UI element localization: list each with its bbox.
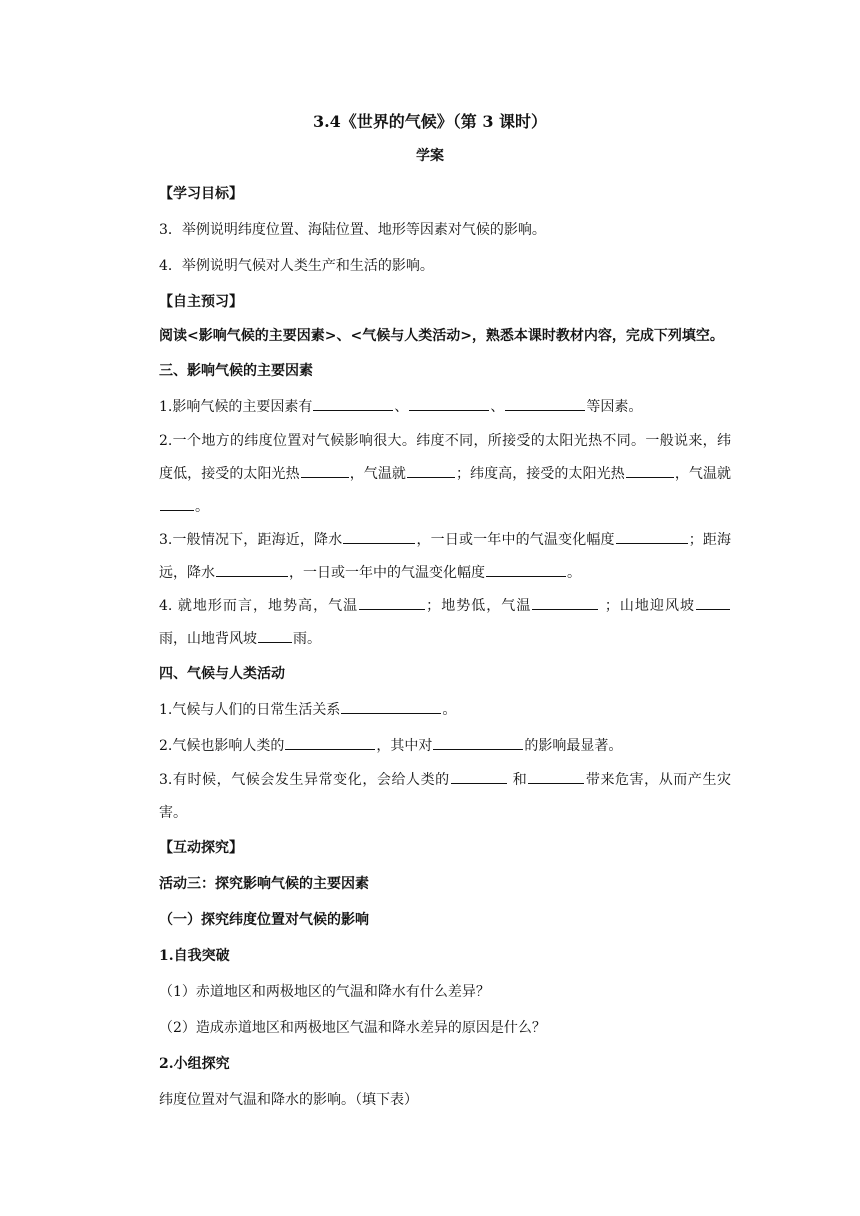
fill-blank[interactable] (160, 496, 194, 511)
fill-blank[interactable] (343, 529, 415, 544)
text: 2.一个地方的纬度位置对气候影响很大。纬度不同，所接受的太阳光热不同。一般说来，纬度低，接受的太阳光热 (159, 433, 731, 482)
text: ，气温就 (674, 466, 732, 482)
text: ，气温就 (349, 466, 406, 482)
text: 4. 就地形而言，地势高，气温 (159, 598, 359, 614)
group-explore-heading: 2.小组探究 (159, 1056, 230, 1072)
self-question-1: （1）赤道地区和两极地区的气温和降水有什么差异？ (159, 984, 490, 1000)
text: 雨。 (293, 631, 321, 647)
fill-blank[interactable] (451, 769, 507, 784)
text: 的影响最显著。 (524, 738, 623, 754)
section3-question-3 (131, 524, 731, 590)
group-explore-text: 纬度位置对气温和降水的影响。（填下表） (159, 1092, 418, 1108)
section3-question-2 (131, 425, 731, 524)
fill-blank[interactable] (616, 529, 688, 544)
section4-question-1 (131, 692, 731, 728)
text: 。 (195, 499, 209, 515)
text: 1.影响气候的主要因素有 (159, 399, 313, 415)
document-title: 3.4《世界的气候》（第 3 课时） (312, 112, 548, 131)
fill-blank[interactable] (505, 396, 585, 411)
text: ，一日或一年中的气温变化幅度 (289, 565, 485, 581)
fill-blank[interactable] (313, 396, 393, 411)
text: ；距海远，降水 (159, 532, 732, 581)
text: 、 (394, 399, 409, 415)
fill-blank[interactable] (433, 735, 523, 750)
preview-heading: 【自主预习】 (159, 294, 243, 310)
document-body (131, 176, 731, 1118)
fill-blank[interactable] (301, 463, 349, 478)
text: ；山地迎风坡 (599, 598, 696, 614)
text: 。 (567, 565, 581, 581)
fill-blank[interactable] (258, 628, 292, 643)
fill-blank[interactable] (528, 769, 584, 784)
part1-heading: （一）探究纬度位置对气候的影响 (159, 912, 369, 928)
activity-heading: 活动三：探究影响气候的主要因素 (159, 876, 369, 892)
text: 雨，山地背风坡 (159, 631, 257, 647)
preview-intro: 阅读<影响气候的主要因素>、<气候与人类活动>，熟悉本课时教材内容，完成下列填空。 (159, 328, 724, 344)
section3-question-4 (131, 590, 731, 656)
fill-blank[interactable] (407, 463, 455, 478)
text: 2.气候也影响人类的 (159, 738, 285, 754)
fill-blank[interactable] (359, 595, 425, 610)
fill-blank[interactable] (626, 463, 674, 478)
goals-heading: 【学习目标】 (159, 186, 243, 202)
text: 3.一般情况下，距海近，降水 (159, 532, 343, 548)
text: 1.气候与人们的日常生活关系 (159, 702, 341, 718)
explore-heading: 【互动探究】 (159, 840, 243, 856)
text: 。 (442, 702, 457, 718)
fill-blank[interactable] (696, 595, 730, 610)
text: ，其中对 (376, 738, 433, 754)
self-question-2: （2）造成赤道地区和两极地区气温和降水差异的原因是什么？ (159, 1020, 546, 1036)
fill-blank[interactable] (532, 595, 598, 610)
fill-blank[interactable] (341, 699, 441, 714)
goal-item-3: 3．举例说明纬度位置、海陆位置、地形等因素对气候的影响。 (159, 222, 546, 238)
text: ；地势低，气温 (426, 598, 532, 614)
self-breakthrough-heading: 1.自我突破 (159, 948, 230, 964)
fill-blank[interactable] (216, 562, 288, 577)
section3-question-1 (131, 389, 731, 425)
text: 、 (490, 399, 505, 415)
section4-question-2 (131, 728, 731, 764)
section4-heading: 四、气候与人类活动 (159, 666, 285, 682)
text: ，一日或一年中的气温变化幅度 (416, 532, 615, 548)
text: 带来危害，从而产生灾害。 (159, 772, 732, 821)
text: 等因素。 (586, 399, 643, 415)
text: 3.有时候，气候会发生异常变化，会给人类的 (159, 772, 450, 788)
fill-blank[interactable] (285, 735, 375, 750)
goal-item-4: 4．举例说明气候对人类生产和生活的影响。 (159, 258, 434, 274)
document-subtitle: 学案 (416, 148, 444, 164)
fill-blank[interactable] (486, 562, 566, 577)
text: ；纬度高，接受的太阳光热 (455, 466, 625, 482)
section3-heading: 三、影响气候的主要因素 (159, 363, 313, 379)
text: 和 (507, 772, 528, 788)
section4-question-3 (131, 764, 731, 830)
fill-blank[interactable] (409, 396, 489, 411)
